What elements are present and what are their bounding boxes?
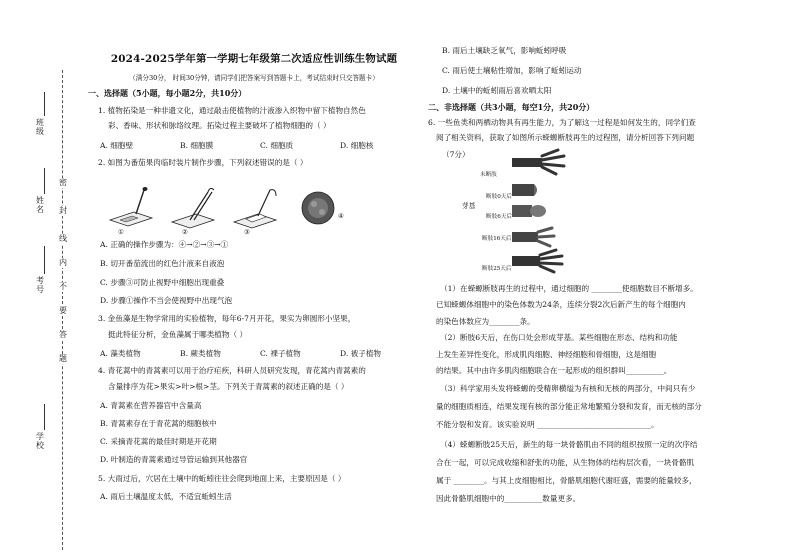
step-3-figure: [230, 186, 288, 232]
seal-char: 内: [59, 258, 67, 267]
seal-char: 封: [59, 206, 67, 215]
option[interactable]: B. 蕨类植物: [180, 349, 221, 358]
option[interactable]: A. 细胞壁: [100, 141, 134, 150]
options-row: [100, 140, 420, 151]
stage-label: 断肢0天后: [486, 194, 512, 200]
option[interactable]: C. 雨后使土壤粘性增加，影响了蚯蚓运动: [442, 66, 582, 75]
step-2-figure: [168, 186, 226, 232]
limb-bud-icon: [512, 200, 572, 224]
option[interactable]: B. 雨后土壤缺乏氧气，影响蚯蚓呼吸: [442, 46, 567, 55]
seal-char: 线: [59, 234, 67, 243]
question-line: 因此骨骼肌细胞中的__________数量更多。: [436, 494, 581, 503]
question-line: （1）在蝾螈断肢再生的过程中，通过细胞的 ________使细胞数目不断增多。: [440, 284, 698, 293]
stage-label: 断肢25天后: [482, 266, 512, 272]
option[interactable]: A. 正确的操作步骤为：④→②→③→①: [100, 240, 229, 249]
field-line: [44, 404, 45, 430]
question-line: （2）断肢6天后，在伤口处会形成芽基。某些细胞在形态、结构和功能: [440, 333, 678, 342]
question-line: 5. 大雨过后，穴居在土壤中的蚯蚓往往会爬到地面上来，主要原因是（ ）: [98, 474, 346, 483]
step-4-figure: [292, 186, 350, 232]
question-line: 量的细胞质相连，结果发现有核的部分能正常地繁殖分裂和发育，而无核的部分: [436, 402, 702, 411]
option[interactable]: D. 土壤中的蚯蚓雨后喜欢晒太阳: [442, 86, 552, 95]
option[interactable]: B. 青蒿素存在于青花蒿的细胞核中: [100, 419, 217, 428]
option[interactable]: B. 细胞膜: [180, 141, 214, 150]
question-line: （4）蝾螈断肢25天后，新生的每一块骨骼肌由不同的组织按照一定的次序结: [440, 440, 698, 449]
question-line: 3. 金鱼藻是生物学常用的实验植物，每年6-7月开花，果实为卵圆形小坚果，: [98, 314, 356, 323]
stage-row: [476, 148, 572, 176]
field-label-name: 姓名: [36, 196, 44, 214]
question-line: 4. 青花蒿中的青蒿素可以用于治疗疟疾，科研人员研究发现，青花蒿内青蒿素的: [98, 366, 366, 375]
field-label-id: 考号: [36, 276, 44, 294]
page-title: 2024-2025学年第一学期七年级第二次适应性训练生物试题: [110, 53, 398, 65]
step-label: ④: [338, 212, 344, 220]
question-line: 的染色体数应为________条。: [436, 317, 535, 326]
limb-cut-icon: [512, 178, 572, 202]
limb-intact-icon: [512, 148, 572, 176]
seal-char: 题: [59, 354, 67, 363]
seal-char: 要: [59, 306, 67, 315]
limb-growing-icon: [512, 224, 572, 250]
option[interactable]: C. 裸子植物: [260, 349, 301, 358]
seal-char: 答: [59, 330, 67, 339]
question-line: 1. 植物拓染是一种非遗文化，通过敲击使植物的汁液渗入织物中留下植物自然色: [98, 106, 366, 115]
seal-char: 不: [59, 282, 67, 291]
options-row: [100, 348, 420, 359]
section-heading: 二、非选择题（共3小题，每空1分，共20分）: [428, 102, 595, 112]
section-heading: 一、选择题（5小题，每小题2分，共10分）: [88, 88, 247, 98]
option[interactable]: A. 青蒿素在营养器官中含量高: [100, 401, 202, 410]
limb-regenerated-icon: [512, 248, 572, 274]
question-line: 已知蝾螈体细胞中的染色体数为24条，连续分裂2次后新产生的每个细胞内: [436, 300, 686, 309]
question-line: 阅了相关资料，获取了如图所示蝾螈断肢再生的过程图，请分析回答下列问题: [436, 133, 695, 142]
stage-row: [476, 248, 572, 276]
slide-steps-figure: [106, 186, 396, 236]
field-line: [44, 92, 45, 116]
field-line: [44, 168, 45, 194]
question-line: 6. 一些鱼类和两栖动物具有再生能力，为了解这一过程是如何发生的，同学们查: [428, 118, 696, 127]
question-line: 不能分裂和发育。该实验说明 ______________________________。: [436, 420, 659, 429]
option[interactable]: D. 步骤①操作不当会使视野中出现气泡: [100, 296, 233, 305]
question-line: 2. 如图为番茄果肉临时装片制作步骤，下列叙述错误的是（ ）: [98, 158, 308, 167]
option[interactable]: C. 步骤③可防止视野中细胞出现重叠: [100, 278, 225, 287]
stage-label: 未断肢: [480, 172, 497, 178]
field-label-class: 班级: [36, 118, 44, 136]
question-line: 上发生差异性变化，形成肌肉细胞、神经细胞和骨细胞，这是细胞: [436, 350, 657, 359]
question-line: 彩、香味、形状和脉络纹理。拓染过程主要破坏了植物细胞的（ ）: [108, 121, 331, 130]
seal-char: 密: [59, 178, 67, 187]
option[interactable]: D. 被子植物: [340, 349, 382, 358]
limb-regeneration-figure: [462, 148, 572, 272]
option[interactable]: A. 藻类植物: [100, 349, 141, 358]
stage-label: 断肢6天后: [486, 214, 512, 220]
step-label: ②: [182, 228, 188, 236]
option[interactable]: D. 叶制造的青蒿素通过导管运输到其他器官: [100, 455, 248, 464]
stage-label: 断肢16天后: [482, 236, 512, 242]
option[interactable]: D. 细胞核: [340, 141, 374, 150]
question-line: （3）科学家用头发将蝾螈的受精卵横缢为有核和无核的两部分，中间只有少: [440, 384, 696, 393]
question-line: 含量排序为花>果实>叶>根>茎。下列关于青蒿素的叙述正确的是（ ）: [108, 382, 349, 391]
step-1-figure: [106, 186, 164, 232]
question-line: 属于 ________。与其上皮细胞相比，骨骼肌细胞代谢旺盛，需要的能量较多，: [436, 476, 697, 485]
field-label-school: 学校: [36, 432, 44, 450]
exam-note: （满分30分， 时间30分钟，请同学们把答案写到答题卡上，考试结束时只交答题卡）: [129, 74, 379, 82]
field-line: [44, 246, 45, 274]
option[interactable]: C. 细胞质: [260, 141, 294, 150]
option[interactable]: C. 采摘青花蒿的最佳时期是开花期: [100, 437, 217, 446]
question-line: 合在一起，可以完成收缩和舒张的功能，从生物体的结构层次看，一块骨骼肌: [436, 458, 695, 467]
bud-label: 芽基: [462, 202, 476, 210]
option[interactable]: A. 雨后土壤温度太低，不适宜蚯蚓生活: [100, 492, 232, 501]
step-label: ①: [118, 228, 124, 236]
step-label: ③: [244, 228, 250, 236]
question-line: （7分）: [442, 150, 470, 159]
binding-margin: [0, 0, 88, 560]
option[interactable]: B. 切开番茄流出的红色汁液来自液泡: [100, 259, 225, 268]
question-line: 挺此特征分析，金鱼藻属于哪类植物（ ）: [108, 330, 248, 339]
question-line: 的结果。其中由许多肌肉细胞联合在一起形成的组织群叫__________。: [436, 366, 672, 375]
